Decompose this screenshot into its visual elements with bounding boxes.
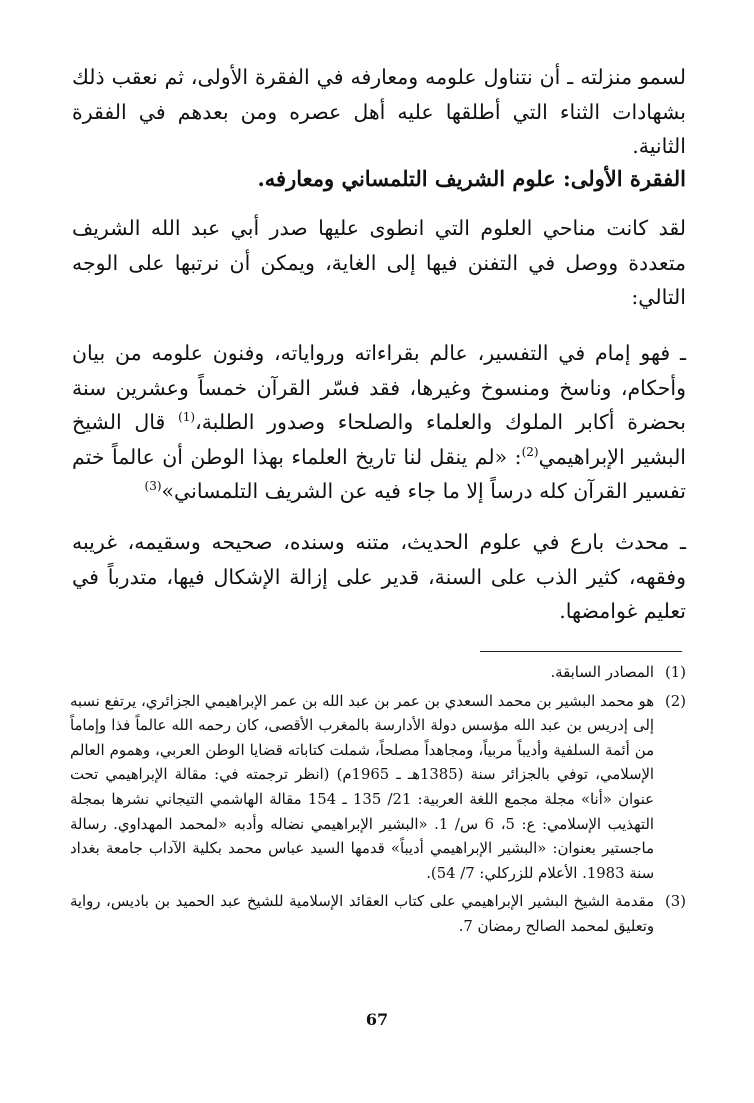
- intro-paragraph: [72, 60, 686, 164]
- paragraph-1-text: لقد كانت مناحي العلوم التي انطوى عليها صدر أبي عبد الله الشريف متعددة ووصل في التفنن فيها إلى الغاية، ويمكن أن نرتبها على الوجه التالي:: [72, 216, 686, 309]
- paragraph-2: [72, 336, 686, 509]
- footnote-ref-1[interactable]: (1): [178, 410, 196, 425]
- footnotes: [70, 661, 686, 944]
- paragraph-3-text: ـ محدث بارع في علوم الحديث، متنه وسنده، صحيحه وسقيمه، غريبه وفقهه، كثير الذب على السنة، قدير على إزالة الإشكال فيها، متدرباً في تعليم غوامضها.: [72, 530, 686, 623]
- footnote-number: (3): [665, 893, 686, 911]
- page-number: 67: [365, 1010, 389, 1029]
- footnote-text: هو محمد البشير بن محمد السعدي بن عمر بن عبد الله بن عمر الإبراهيمي الجزائري، يرتفع نسبه إلى إدريس بن عبد الله مؤسس دولة الأدارسة بالمغرب الأقصى، كان رحمه الله عالماً فذا وإماماً من أئمة السلفية وأديباً مربياً، ومجاهداً مصلحاً، شملت كتاباته قضايا الوطن العربي، وهموم العالم الإسلامي، توفي بالجزائر سنة (1385هـ ـ 1965م) (انظر ترجمته في: مقالة الإبراهيمي تحت عنوان «أنا» مجلة مجمع اللغة العربية: 21/ 135 ـ 154 مقالة الهاشمي التيجاني نشرها بمجلة التهذيب الإسلامي: ع: 5، 6 س/ 1. «البشير الإبراهيمي نضاله وأدبه «لمحمد المهداوي. رسالة ماجستير بعنوان: «البشير الإبراهيمي أديباً» قدمها السيد عباس محمد بكلية الآداب جامعة بغداد سنة 1983. الأعلام للزركلي: 7/ 54).: [70, 692, 654, 882]
- footnote-ref-3[interactable]: (3): [144, 479, 162, 494]
- footnote-number: (2): [665, 692, 686, 710]
- footnote-text: مقدمة الشيخ البشير الإبراهيمي على كتاب العقائد الإسلامية للشيخ عبد الحميد بن باديس، رواية وتعليق لمحمد الصالح رمضان 7.: [70, 893, 654, 935]
- section-heading: الفقرة الأولى: علوم الشريف التلمساني ومعارفه.: [257, 166, 686, 191]
- footnote-separator: [480, 651, 682, 652]
- intro-text: لسمو منزلته ـ أن نتناول علومه ومعارفه في الفقرة الأولى، ثم نعقب ذلك بشهادات الثناء التي أطلقها عليه أهل عصره ومن بعدهم في الفقرة الثانية.: [72, 65, 686, 158]
- footnote-number: (1): [665, 664, 686, 681]
- paragraph-2-part-c: : «لم ينقل لنا تاريخ العلماء بهذا الوطن أن عالماً ختم تفسير القرآن كله درساً إلا ما جاء فيه عن الشريف التلمساني»: [72, 444, 686, 503]
- footnote-3: [70, 890, 686, 939]
- footnote-ref-2[interactable]: (2): [521, 444, 539, 459]
- footnote-1: [70, 661, 686, 686]
- paragraph-3: [72, 525, 686, 629]
- footnote-2: [70, 690, 686, 887]
- paragraph-1: [72, 211, 686, 315]
- paragraph-2-text: [72, 336, 686, 509]
- footnote-text: المصادر السابقة.: [550, 664, 654, 681]
- paragraph-2-part-b: قال الشيخ البشير الإبراهيمي: [72, 410, 687, 469]
- paragraph-2-part-a: ـ فهو إمام في التفسير، عالم بقراءاته ورواياته، وفنون علومه من بيان وأحكام، وناسخ ومنسوخ وغيرها، فقد فسّر القرآن خمساً وعشرين سنة بحضرة أكابر الملوك والعلماء والصلحاء وصدور الطلبة،: [72, 341, 686, 434]
